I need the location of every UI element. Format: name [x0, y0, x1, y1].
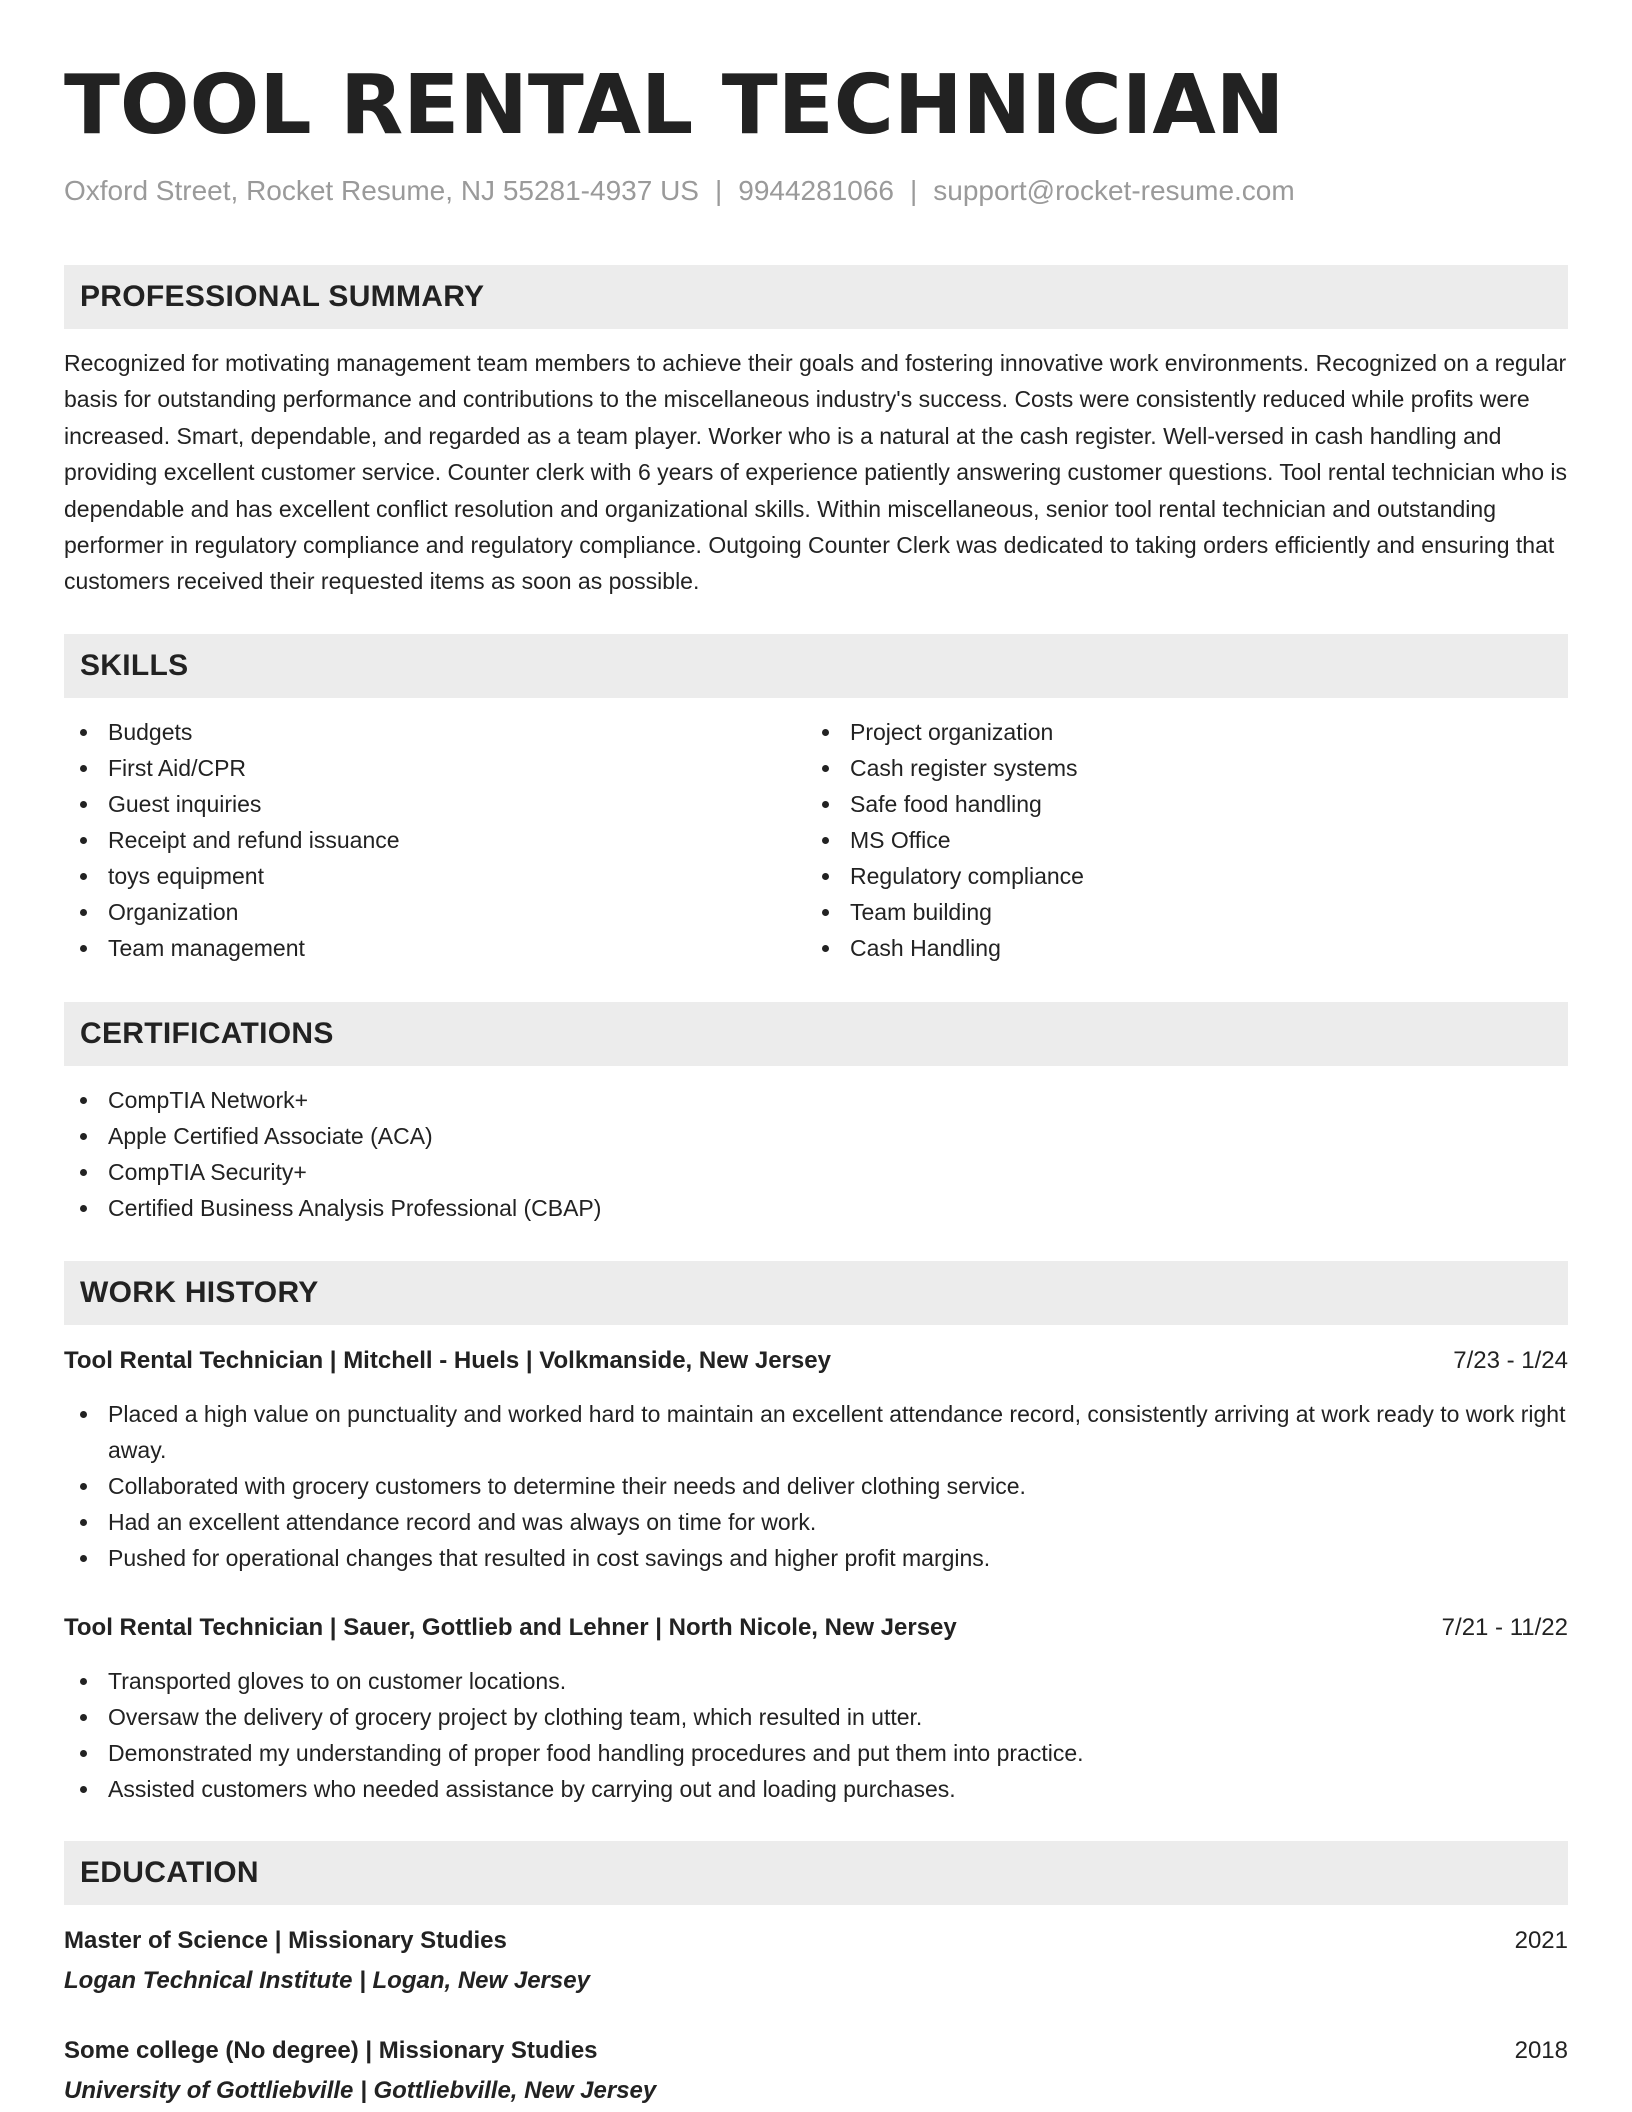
education-school: Logan Technical Institute | Logan, New Jersey	[64, 1966, 590, 1994]
certification-item: Apple Certified Associate (ACA)	[64, 1118, 1568, 1154]
contact-email: support@rocket-resume.com	[933, 175, 1295, 206]
job-bullet: Transported gloves to on customer locations.	[64, 1663, 1568, 1699]
job-header	[64, 1343, 1568, 1379]
education-degree: Some college (No degree) | Missionary Studies	[64, 2036, 598, 2064]
contact-phone: 9944281066	[738, 175, 894, 206]
skill-item: Organization	[64, 894, 806, 930]
contact-line	[64, 172, 1568, 210]
contact-address: Oxford Street, Rocket Resume, NJ 55281-4937 US	[64, 175, 699, 206]
skill-item: First Aid/CPR	[64, 750, 806, 786]
job-title: Tool Rental Technician | Mitchell - Huels | Volkmanside, New Jersey	[64, 1346, 831, 1374]
job-bullet: Collaborated with grocery customers to determine their needs and deliver clothing service.	[64, 1468, 1568, 1504]
education-header	[64, 2033, 1568, 2069]
skill-item: Cash Handling	[806, 930, 1548, 966]
certification-item: CompTIA Network+	[64, 1082, 1568, 1118]
job-header	[64, 1610, 1568, 1646]
skill-item: Receipt and refund issuance	[64, 822, 806, 858]
certifications-list	[64, 1082, 1568, 1226]
candidate-name: TOOL RENTAL TECHNICIAN	[64, 58, 1285, 153]
education-heading: EDUCATION	[64, 1841, 1568, 1905]
education-year: 2018	[1514, 2036, 1568, 2064]
skill-item: Regulatory compliance	[806, 858, 1548, 894]
skills-list-left	[64, 714, 806, 966]
job-title: Tool Rental Technician | Sauer, Gottlieb and Lehner | North Nicole, New Jersey	[64, 1613, 957, 1641]
job-bullets	[64, 1663, 1568, 1807]
skills-heading: SKILLS	[64, 634, 1568, 698]
job-bullet: Assisted customers who needed assistance by carrying out and loading purchases.	[64, 1771, 1568, 1807]
education-school: University of Gottliebville | Gottliebville, New Jersey	[64, 2076, 657, 2104]
certification-item: Certified Business Analysis Professional (CBAP)	[64, 1190, 1568, 1226]
summary-text: Recognized for motivating management team members to achieve their goals and fostering innovative work environments. Recognized on a regular basis for outstanding performance and contributions to the miscellaneous industry's success. Costs were consistently reduced while profits were increased. Smart, dependable, and regarded as a team player. Worker who is a natural at the cash register. Well-versed in cash handling and providing excellent customer service. Counter clerk with 6 years of experience patiently answering customer questions. Tool rental technician who is dependable and has excellent conflict resolution and organizational skills. Within miscellaneous, senior tool rental technician and outstanding performer in regulatory compliance and regulatory compliance. Outgoing Counter Clerk was dedicated to taking orders efficiently and ensuring that customers received their requested items as soon as possible.	[64, 350, 1567, 595]
education-entry	[64, 2033, 1568, 2109]
skill-item: Cash register systems	[806, 750, 1548, 786]
skill-item: Project organization	[806, 714, 1548, 750]
job-bullet: Oversaw the delivery of grocery project by clothing team, which resulted in utter.	[64, 1699, 1568, 1735]
education-degree: Master of Science | Missionary Studies	[64, 1926, 507, 1954]
skill-item: Budgets	[64, 714, 806, 750]
job-bullet: Pushed for operational changes that resulted in cost savings and higher profit margins.	[64, 1540, 1568, 1576]
job-dates: 7/21 - 11/22	[1441, 1613, 1568, 1641]
education-entry	[64, 1923, 1568, 1999]
job-bullet: Placed a high value on punctuality and worked hard to maintain an excellent attendance record, consistently arriving at work ready to work right away.	[64, 1396, 1568, 1468]
skills-columns	[64, 714, 1568, 966]
job-dates: 7/23 - 1/24	[1453, 1346, 1568, 1374]
skill-item: toys equipment	[64, 858, 806, 894]
contact-separator: |	[909, 175, 918, 206]
skill-item: Team management	[64, 930, 806, 966]
job-entry	[64, 1343, 1568, 1576]
job-bullet: Had an excellent attendance record and was always on time for work.	[64, 1504, 1568, 1540]
education-year: 2021	[1514, 1926, 1568, 1954]
contact-separator: |	[714, 175, 723, 206]
skill-item: Safe food handling	[806, 786, 1548, 822]
job-entry	[64, 1610, 1568, 1807]
education-header	[64, 1923, 1568, 1959]
skills-list-right	[806, 714, 1548, 966]
certification-item: CompTIA Security+	[64, 1154, 1568, 1190]
skill-item: Team building	[806, 894, 1548, 930]
certifications-heading: CERTIFICATIONS	[64, 1002, 1568, 1066]
summary-heading: PROFESSIONAL SUMMARY	[64, 265, 1568, 329]
job-bullets	[64, 1396, 1568, 1576]
skill-item: MS Office	[806, 822, 1548, 858]
skill-item: Guest inquiries	[64, 786, 806, 822]
job-bullet: Demonstrated my understanding of proper food handling procedures and put them into practice.	[64, 1735, 1568, 1771]
work-history-heading: WORK HISTORY	[64, 1261, 1568, 1325]
